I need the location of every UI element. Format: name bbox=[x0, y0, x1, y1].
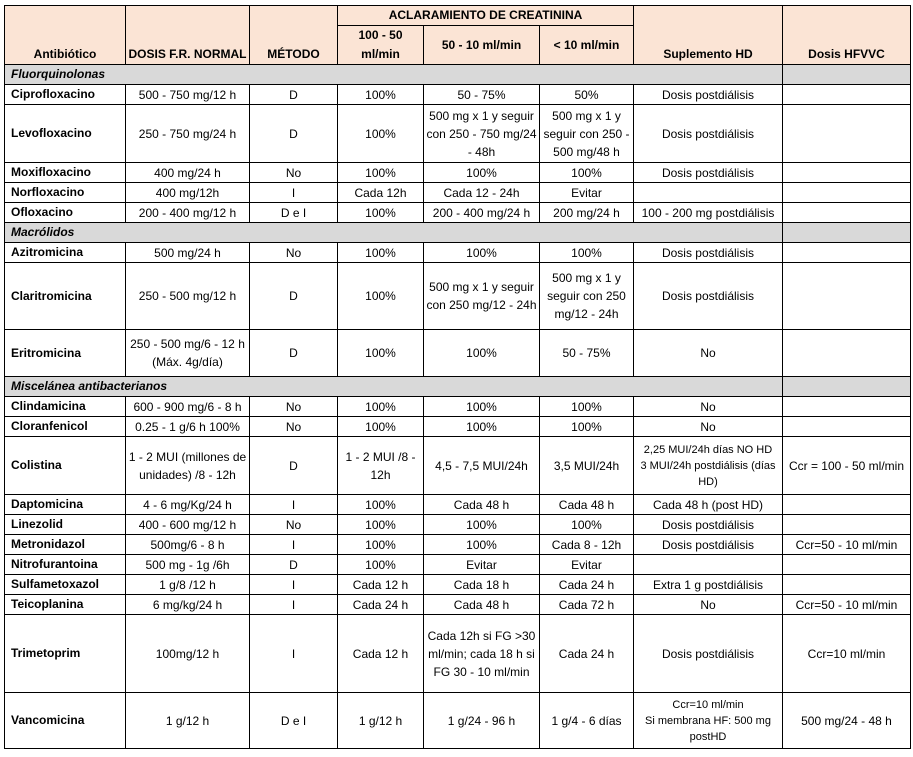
table-row bbox=[5, 203, 911, 223]
hfvvc-cell bbox=[783, 243, 911, 263]
normal-dose-cell: 500mg/6 - 8 h bbox=[126, 535, 250, 555]
ccr-100-50-cell: 100% bbox=[338, 163, 424, 183]
ccr-100-50-cell: 100% bbox=[338, 555, 424, 575]
ccr-lt-10-cell: Cada 8 - 12h bbox=[540, 535, 634, 555]
hd-supplement-line: Ccr=10 ml/min bbox=[672, 698, 744, 711]
hfvvc-cell bbox=[783, 397, 911, 417]
section-blank-cell bbox=[783, 377, 911, 397]
hfvvc-cell bbox=[783, 163, 911, 183]
ccr-lt-10-cell: 200 mg/24 h bbox=[540, 203, 634, 223]
method-cell: D bbox=[250, 437, 338, 495]
method-cell: I bbox=[250, 495, 338, 515]
table-row bbox=[5, 397, 911, 417]
table-row bbox=[5, 595, 911, 615]
ccr-100-50-cell: 1 g/12 h bbox=[338, 693, 424, 749]
normal-dose-cell: 250 - 500 mg/12 h bbox=[126, 263, 250, 330]
method-cell: D bbox=[250, 555, 338, 575]
hfvvc-cell bbox=[783, 183, 911, 203]
ccr-50-10-cell: Cada 12h si FG >30 ml/min; cada 18 h si FG 30 - 10 ml/min bbox=[424, 615, 540, 693]
antibiotic-name: Ofloxacino bbox=[5, 203, 126, 223]
ccr-50-10-cell: 100% bbox=[424, 397, 540, 417]
table-row bbox=[5, 575, 911, 595]
hd-supplement-cell: No bbox=[634, 397, 783, 417]
col-dosis-normal: DOSIS F.R. NORMAL bbox=[126, 6, 250, 65]
antibiotic-name: Levofloxacino bbox=[5, 105, 126, 163]
table-row bbox=[5, 515, 911, 535]
ccr-lt-10-cell: 50% bbox=[540, 85, 634, 105]
ccr-50-10-cell: 500 mg x 1 y seguir con 250 - 750 mg/24 - 48h bbox=[424, 105, 540, 163]
ccr-100-50-cell: 100% bbox=[338, 203, 424, 223]
ccr-50-10-cell: 500 mg x 1 y seguir con 250 mg/12 - 24h bbox=[424, 263, 540, 330]
hd-supplement-line: 3 MUI/24h postdiálisis (días HD) bbox=[640, 459, 776, 488]
ccr-100-50-cell: 100% bbox=[338, 535, 424, 555]
section-blank-cell bbox=[783, 65, 911, 85]
ccr-50-10-cell: 50 - 75% bbox=[424, 85, 540, 105]
table-row bbox=[5, 183, 911, 203]
normal-dose-cell: 0.25 - 1 g/6 h 100% bbox=[126, 417, 250, 437]
col-suplemento-hd: Suplemento HD bbox=[634, 6, 783, 65]
ccr-50-10-cell: 100% bbox=[424, 163, 540, 183]
antibiotic-name: Azitromicina bbox=[5, 243, 126, 263]
ccr-50-10-cell: 200 - 400 mg/24 h bbox=[424, 203, 540, 223]
method-cell: D bbox=[250, 85, 338, 105]
ccr-lt-10-cell: 100% bbox=[540, 515, 634, 535]
ccr-50-10-cell: Cada 18 h bbox=[424, 575, 540, 595]
hd-supplement-cell bbox=[634, 437, 783, 495]
normal-dose-cell: 1 - 2 MUI (millones de unidades) /8 - 12h bbox=[126, 437, 250, 495]
hd-supplement-cell: Dosis postdiálisis bbox=[634, 535, 783, 555]
ccr-50-10-cell: Cada 12 - 24h bbox=[424, 183, 540, 203]
normal-dose-cell: 100mg/12 h bbox=[126, 615, 250, 693]
ccr-50-10-cell: 1 g/24 - 96 h bbox=[424, 693, 540, 749]
ccr-lt-10-cell: 50 - 75% bbox=[540, 330, 634, 377]
antibiotic-name: Norfloxacino bbox=[5, 183, 126, 203]
hd-supplement-cell: Dosis postdiálisis bbox=[634, 263, 783, 330]
ccr-lt-10-cell: 500 mg x 1 y seguir con 250 mg/12 - 24h bbox=[540, 263, 634, 330]
ccr-50-10-cell: 100% bbox=[424, 515, 540, 535]
hd-supplement-cell: Dosis postdiálisis bbox=[634, 615, 783, 693]
col-antibiotico: Antibiótico bbox=[5, 6, 126, 65]
normal-dose-cell: 200 - 400 mg/12 h bbox=[126, 203, 250, 223]
normal-dose-cell: 1 g/8 /12 h bbox=[126, 575, 250, 595]
hfvvc-cell: 500 mg/24 - 48 h bbox=[783, 693, 911, 749]
method-cell: I bbox=[250, 535, 338, 555]
dosing-table bbox=[4, 5, 911, 749]
method-cell: D e I bbox=[250, 693, 338, 749]
antibiotic-name: Metronidazol bbox=[5, 535, 126, 555]
hd-supplement-cell: Dosis postdiálisis bbox=[634, 243, 783, 263]
ccr-100-50-cell: 100% bbox=[338, 243, 424, 263]
hd-supplement-cell: Dosis postdiálisis bbox=[634, 85, 783, 105]
hd-supplement-cell: Dosis postdiálisis bbox=[634, 105, 783, 163]
hd-supplement-cell: No bbox=[634, 417, 783, 437]
ccr-100-50-cell: 100% bbox=[338, 495, 424, 515]
antibiotic-name: Clindamicina bbox=[5, 397, 126, 417]
ccr-100-50-cell: Cada 12h bbox=[338, 183, 424, 203]
ccr-lt-10-cell: 1 g/4 - 6 días bbox=[540, 693, 634, 749]
ccr-lt-10-cell: 500 mg x 1 y seguir con 250 - 500 mg/48 h bbox=[540, 105, 634, 163]
ccr-lt-10-cell: Cada 48 h bbox=[540, 495, 634, 515]
normal-dose-cell: 500 - 750 mg/12 h bbox=[126, 85, 250, 105]
ccr-100-50-cell: 100% bbox=[338, 330, 424, 377]
table-row bbox=[5, 615, 911, 693]
normal-dose-cell: 500 mg/24 h bbox=[126, 243, 250, 263]
antibiotic-name: Eritromicina bbox=[5, 330, 126, 377]
normal-dose-cell: 6 mg/kg/24 h bbox=[126, 595, 250, 615]
table-row bbox=[5, 330, 911, 377]
section-title: Fluorquinolonas bbox=[5, 65, 783, 85]
table-row bbox=[5, 495, 911, 515]
section-row bbox=[5, 223, 911, 243]
hd-supplement-cell: Cada 48 h (post HD) bbox=[634, 495, 783, 515]
antibiotic-name: Teicoplanina bbox=[5, 595, 126, 615]
hd-supplement-cell bbox=[634, 693, 783, 749]
ccr-lt-10-cell: 100% bbox=[540, 243, 634, 263]
col-dosis-hfvvc: Dosis HFVVC bbox=[783, 6, 911, 65]
hfvvc-cell bbox=[783, 330, 911, 377]
hd-supplement-cell: No bbox=[634, 595, 783, 615]
method-cell: No bbox=[250, 417, 338, 437]
hfvvc-cell: Ccr=50 - 10 ml/min bbox=[783, 595, 911, 615]
antibiotic-name: Trimetoprim bbox=[5, 615, 126, 693]
method-cell: D bbox=[250, 105, 338, 163]
table-row bbox=[5, 85, 911, 105]
method-cell: No bbox=[250, 397, 338, 417]
ccr-100-50-cell: 100% bbox=[338, 105, 424, 163]
normal-dose-cell: 1 g/12 h bbox=[126, 693, 250, 749]
ccr-lt-10-cell: 100% bbox=[540, 163, 634, 183]
hfvvc-cell bbox=[783, 555, 911, 575]
normal-dose-cell: 400 mg/12h bbox=[126, 183, 250, 203]
ccr-lt-10-cell: 100% bbox=[540, 417, 634, 437]
method-cell: No bbox=[250, 163, 338, 183]
method-cell: No bbox=[250, 515, 338, 535]
method-cell: I bbox=[250, 595, 338, 615]
hd-supplement-line: Si membrana HF: 500 mg postHD bbox=[645, 714, 771, 743]
hd-supplement-cell: Extra 1 g postdiálisis bbox=[634, 575, 783, 595]
ccr-50-10-cell: 100% bbox=[424, 535, 540, 555]
method-cell: D e I bbox=[250, 203, 338, 223]
ccr-50-10-cell: 4,5 - 7,5 MUI/24h bbox=[424, 437, 540, 495]
antibiotic-name: Moxifloxacino bbox=[5, 163, 126, 183]
hd-supplement-cell: Dosis postdiálisis bbox=[634, 515, 783, 535]
normal-dose-cell: 4 - 6 mg/Kg/24 h bbox=[126, 495, 250, 515]
normal-dose-cell: 400 - 600 mg/12 h bbox=[126, 515, 250, 535]
table-row bbox=[5, 437, 911, 495]
method-cell: I bbox=[250, 183, 338, 203]
antibiotic-name: Nitrofurantoina bbox=[5, 555, 126, 575]
table-row bbox=[5, 693, 911, 749]
normal-dose-cell: 400 mg/24 h bbox=[126, 163, 250, 183]
hfvvc-cell bbox=[783, 85, 911, 105]
ccr-100-50-cell: Cada 24 h bbox=[338, 595, 424, 615]
hfvvc-cell bbox=[783, 105, 911, 163]
hfvvc-cell bbox=[783, 203, 911, 223]
normal-dose-cell: 250 - 750 mg/24 h bbox=[126, 105, 250, 163]
section-title: Macrólidos bbox=[5, 223, 783, 243]
antibiotic-name: Cloranfenicol bbox=[5, 417, 126, 437]
hfvvc-cell: Ccr=50 - 10 ml/min bbox=[783, 535, 911, 555]
hfvvc-cell bbox=[783, 263, 911, 330]
method-cell: I bbox=[250, 575, 338, 595]
ccr-100-50-cell: 100% bbox=[338, 515, 424, 535]
table-row bbox=[5, 105, 911, 163]
ccr-100-50-cell: Cada 12 h bbox=[338, 615, 424, 693]
hfvvc-cell bbox=[783, 417, 911, 437]
ccr-100-50-cell: Cada 12 h bbox=[338, 575, 424, 595]
ccr-100-50-cell: 100% bbox=[338, 417, 424, 437]
antibiotic-name: Linezolid bbox=[5, 515, 126, 535]
ccr-lt-10-cell: Cada 24 h bbox=[540, 575, 634, 595]
ccr-lt-10-cell: Evitar bbox=[540, 183, 634, 203]
hfvvc-cell bbox=[783, 515, 911, 535]
section-row bbox=[5, 65, 911, 85]
table-row bbox=[5, 417, 911, 437]
table-row bbox=[5, 243, 911, 263]
hfvvc-cell: Ccr = 100 - 50 ml/min bbox=[783, 437, 911, 495]
section-row bbox=[5, 377, 911, 397]
normal-dose-cell: 250 - 500 mg/6 - 12 h (Máx. 4g/día) bbox=[126, 330, 250, 377]
antibiotic-name: Vancomicina bbox=[5, 693, 126, 749]
ccr-50-10-cell: 100% bbox=[424, 243, 540, 263]
ccr-50-10-cell: 100% bbox=[424, 330, 540, 377]
table-row bbox=[5, 535, 911, 555]
ccr-100-50-cell: 1 - 2 MUI /8 - 12h bbox=[338, 437, 424, 495]
antibiotic-name: Ciprofloxacino bbox=[5, 85, 126, 105]
col-ccr-100-50: 100 - 50 ml/min bbox=[338, 26, 424, 65]
col-aclaramiento: ACLARAMIENTO DE CREATININA bbox=[338, 6, 634, 26]
ccr-lt-10-cell: 100% bbox=[540, 397, 634, 417]
table-row bbox=[5, 163, 911, 183]
ccr-50-10-cell: 100% bbox=[424, 417, 540, 437]
hd-supplement-cell bbox=[634, 555, 783, 575]
hfvvc-cell: Ccr=10 ml/min bbox=[783, 615, 911, 693]
ccr-100-50-cell: 100% bbox=[338, 85, 424, 105]
ccr-100-50-cell: 100% bbox=[338, 263, 424, 330]
ccr-lt-10-cell: 3,5 MUI/24h bbox=[540, 437, 634, 495]
hfvvc-cell bbox=[783, 495, 911, 515]
table-row bbox=[5, 263, 911, 330]
ccr-50-10-cell: Cada 48 h bbox=[424, 495, 540, 515]
table-body bbox=[5, 65, 911, 749]
hd-supplement-cell bbox=[634, 183, 783, 203]
section-blank-cell bbox=[783, 223, 911, 243]
method-cell: No bbox=[250, 243, 338, 263]
table-row bbox=[5, 555, 911, 575]
hd-supplement-line: 2,25 MUI/24h días NO HD bbox=[643, 443, 773, 456]
hfvvc-cell bbox=[783, 575, 911, 595]
method-cell: D bbox=[250, 330, 338, 377]
antibiotic-name: Daptomicina bbox=[5, 495, 126, 515]
ccr-lt-10-cell: Evitar bbox=[540, 555, 634, 575]
normal-dose-cell: 500 mg - 1g /6h bbox=[126, 555, 250, 575]
ccr-50-10-cell: Cada 48 h bbox=[424, 595, 540, 615]
col-ccr-50-10: 50 - 10 ml/min bbox=[424, 26, 540, 65]
ccr-lt-10-cell: Cada 72 h bbox=[540, 595, 634, 615]
col-ccr-lt-10: < 10 ml/min bbox=[540, 26, 634, 65]
hd-supplement-cell: 100 - 200 mg postdiálisis bbox=[634, 203, 783, 223]
antibiotic-name: Claritromicina bbox=[5, 263, 126, 330]
hd-supplement-cell: No bbox=[634, 330, 783, 377]
normal-dose-cell: 600 - 900 mg/6 - 8 h bbox=[126, 397, 250, 417]
method-cell: D bbox=[250, 263, 338, 330]
ccr-lt-10-cell: Cada 24 h bbox=[540, 615, 634, 693]
ccr-50-10-cell: Evitar bbox=[424, 555, 540, 575]
antibiotic-name: Sulfametoxazol bbox=[5, 575, 126, 595]
antibiotic-name: Colistina bbox=[5, 437, 126, 495]
hd-supplement-cell: Dosis postdiálisis bbox=[634, 163, 783, 183]
ccr-100-50-cell: 100% bbox=[338, 397, 424, 417]
col-metodo: MÉTODO bbox=[250, 6, 338, 65]
section-title: Miscelánea antibacterianos bbox=[5, 377, 783, 397]
method-cell: I bbox=[250, 615, 338, 693]
